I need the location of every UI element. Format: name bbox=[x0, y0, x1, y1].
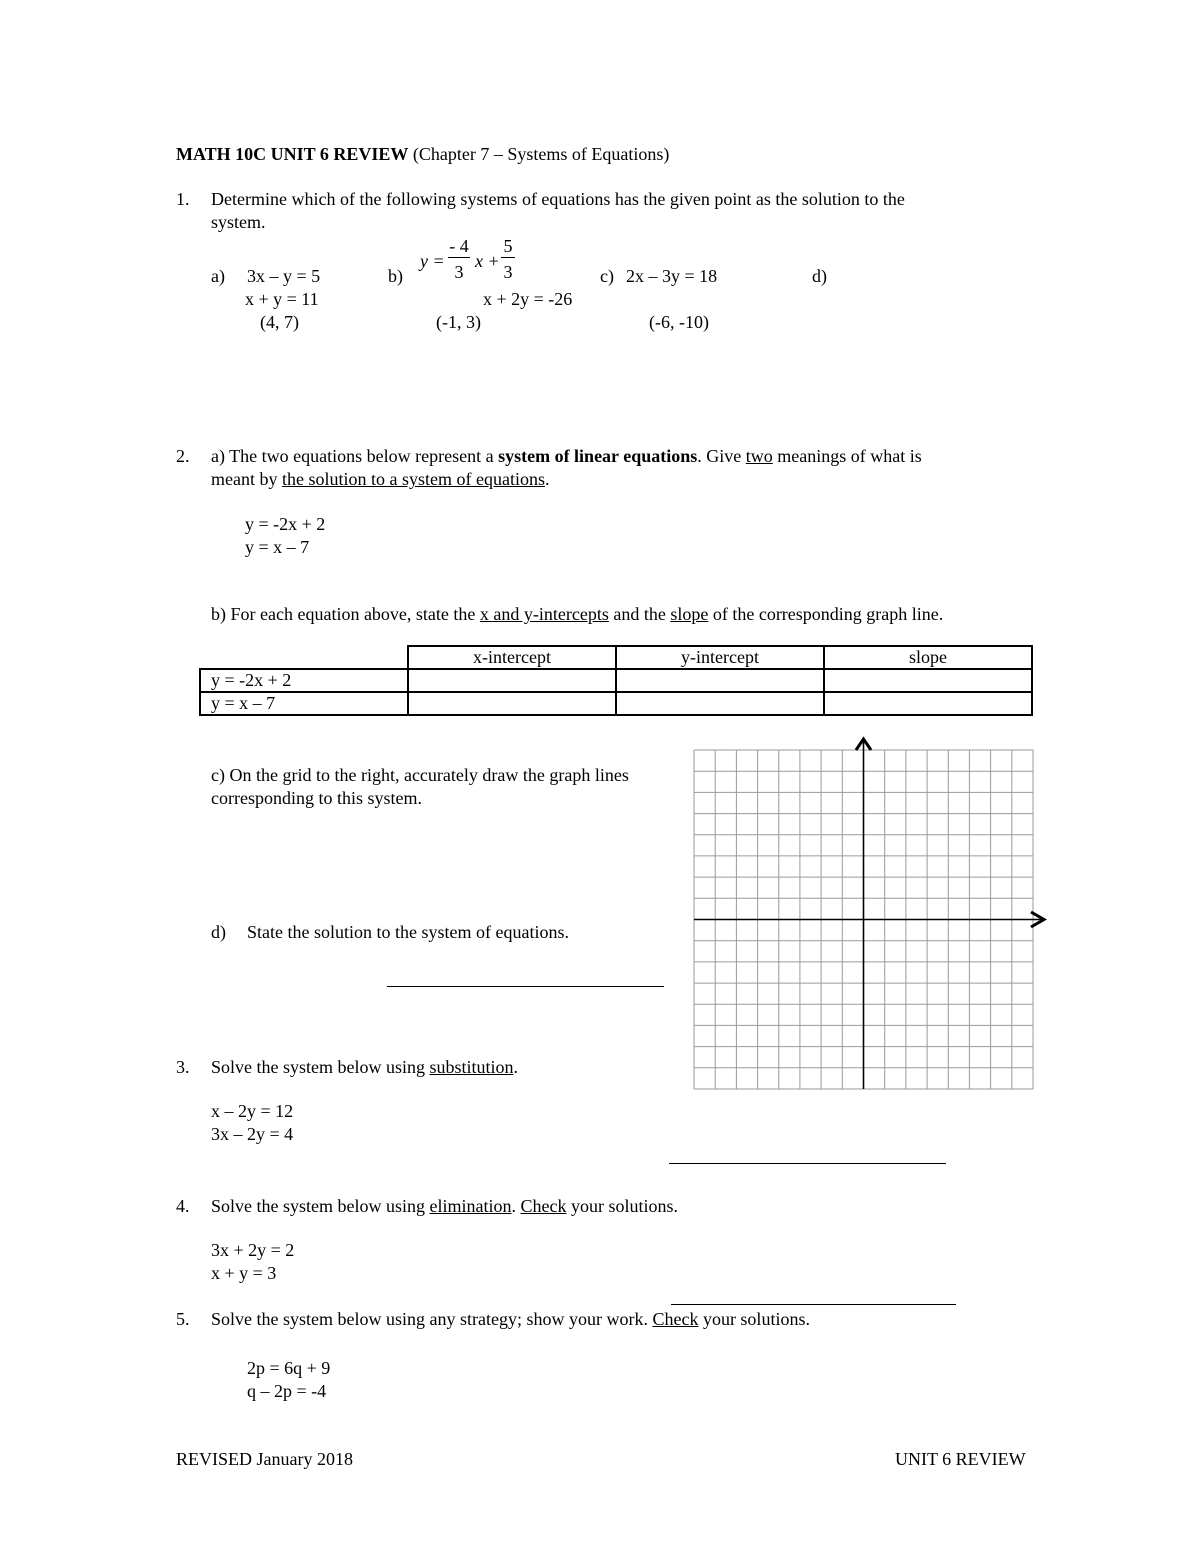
q1-b-num2: 5 bbox=[503, 236, 513, 256]
q2-b-u1: x and y-intercepts bbox=[479, 604, 609, 624]
q2-b-post: of the corresponding graph line. bbox=[712, 604, 944, 624]
q5-number: 5. bbox=[176, 1309, 190, 1329]
q1-b-x: x + bbox=[475, 251, 500, 271]
footer-right: UNIT 6 REVIEW bbox=[895, 1449, 1026, 1469]
q5-post: your solutions. bbox=[702, 1309, 810, 1329]
q1-text-line2: system. bbox=[211, 212, 266, 232]
q2-b-pre: b) For each equation above, state the bbox=[211, 604, 476, 624]
q5-pre: Solve the system below using any strategy; show your work. bbox=[211, 1309, 648, 1329]
title-bold: MATH 10C UNIT 6 REVIEW bbox=[176, 144, 409, 164]
q4-pre: Solve the system below using bbox=[211, 1196, 425, 1216]
q1-a-label: a) bbox=[211, 266, 225, 286]
q1-a-point: (4, 7) bbox=[260, 312, 299, 332]
table-row-label: y = -2x + 2 bbox=[200, 669, 408, 692]
q3-number: 3. bbox=[176, 1057, 190, 1077]
q4-eq2: x + y = 3 bbox=[211, 1263, 277, 1283]
q2-a-line2-pre: meant by bbox=[211, 469, 278, 489]
q1-b-num1: - 4 bbox=[449, 236, 469, 256]
q2-number: 2. bbox=[176, 446, 190, 466]
q3-answer-line[interactable] bbox=[669, 1163, 946, 1164]
q4-u1: elimination bbox=[429, 1196, 512, 1216]
q1-b-fracbar2 bbox=[501, 257, 515, 258]
q2-a-two: two bbox=[745, 446, 773, 466]
table-cell[interactable] bbox=[824, 692, 1032, 715]
q1-number: 1. bbox=[176, 189, 190, 209]
q4-eq1: 3x + 2y = 2 bbox=[211, 1240, 295, 1260]
q1-b-fracbar1 bbox=[448, 257, 470, 258]
q1-b-label: b) bbox=[388, 266, 403, 286]
page-title bbox=[176, 143, 669, 165]
q1-c-point: (-6, -10) bbox=[649, 312, 709, 332]
table-cell[interactable] bbox=[824, 669, 1032, 692]
q5-eq1: 2p = 6q + 9 bbox=[247, 1358, 331, 1378]
q2-eq1: y = -2x + 2 bbox=[245, 514, 326, 534]
table-header-slope: slope bbox=[824, 646, 1032, 669]
q2-b-u2: slope bbox=[670, 604, 709, 624]
q5-eq2: q – 2p = -4 bbox=[247, 1381, 327, 1401]
q1-a-eq1: 3x – y = 5 bbox=[247, 266, 321, 286]
q4-post: your solutions. bbox=[570, 1196, 678, 1216]
intercepts-table bbox=[199, 645, 1033, 716]
q2-a-post: meanings of what is bbox=[777, 446, 922, 466]
q2-a-line2 bbox=[211, 468, 549, 490]
table-cell[interactable] bbox=[408, 669, 616, 692]
table-row bbox=[200, 669, 1032, 692]
q2-b-line bbox=[211, 603, 943, 625]
q2-a-line1 bbox=[211, 445, 922, 467]
q2-c-line2: corresponding to this system. bbox=[211, 788, 422, 808]
q1-c-eq1: 2x – 3y = 18 bbox=[626, 266, 718, 286]
q2-d-text: State the solution to the system of equations. bbox=[247, 922, 569, 942]
q1-b-y: y = bbox=[420, 251, 445, 271]
q1-text-line1: Determine which of the following systems of equations has the given point as the solution to the bbox=[211, 189, 905, 209]
q2-d-label: d) bbox=[211, 922, 226, 942]
q1-b-den1: 3 bbox=[454, 262, 464, 282]
q3-eq1: x – 2y = 12 bbox=[211, 1101, 294, 1121]
q2-a-line2-u: the solution to a system of equations bbox=[281, 469, 545, 489]
q2-c-line1: c) On the grid to the right, accurately draw the graph lines bbox=[211, 765, 629, 785]
coordinate-grid[interactable] bbox=[686, 730, 1056, 1100]
q4-number: 4. bbox=[176, 1196, 190, 1216]
title-rest: (Chapter 7 – Systems of Equations) bbox=[412, 144, 670, 164]
table-header-row bbox=[200, 646, 1032, 669]
q1-b-eq2: x + 2y = -26 bbox=[483, 289, 573, 309]
table-header-y-intercept: y-intercept bbox=[616, 646, 824, 669]
q1-c-label: c) bbox=[600, 266, 614, 286]
q4-line bbox=[211, 1195, 678, 1217]
q5-u: Check bbox=[652, 1309, 699, 1329]
q3-post: . bbox=[513, 1057, 519, 1077]
q4-mid: . bbox=[511, 1196, 516, 1216]
q1-d-label: d) bbox=[812, 266, 827, 286]
q1-b-den2: 3 bbox=[503, 262, 513, 282]
q2-a-bold: system of linear equations bbox=[498, 446, 698, 466]
q1-b-point: (-1, 3) bbox=[436, 312, 481, 332]
q3-line bbox=[211, 1056, 518, 1078]
q2-a-pre: a) The two equations below represent a bbox=[211, 446, 494, 466]
q2-eq2: y = x – 7 bbox=[245, 537, 310, 557]
footer-left: REVISED January 2018 bbox=[176, 1449, 353, 1469]
table-cell[interactable] bbox=[616, 669, 824, 692]
table-row bbox=[200, 692, 1032, 715]
table-row-label: y = x – 7 bbox=[200, 692, 408, 715]
q2-a-mid: . Give bbox=[697, 446, 742, 466]
q3-eq2: 3x – 2y = 4 bbox=[211, 1124, 294, 1144]
q4-answer-line[interactable] bbox=[671, 1304, 956, 1305]
table-header-blank bbox=[200, 646, 408, 669]
q5-line bbox=[211, 1308, 810, 1330]
q2-answer-line[interactable] bbox=[387, 986, 664, 987]
table-header-x-intercept: x-intercept bbox=[408, 646, 616, 669]
q4-u2: Check bbox=[520, 1196, 567, 1216]
q3-u: substitution bbox=[429, 1057, 514, 1077]
table-cell[interactable] bbox=[616, 692, 824, 715]
table-cell[interactable] bbox=[408, 692, 616, 715]
q2-a-line2-post: . bbox=[544, 469, 550, 489]
q3-pre: Solve the system below using bbox=[211, 1057, 425, 1077]
q1-a-eq2: x + y = 11 bbox=[245, 289, 319, 309]
q2-b-mid: and the bbox=[613, 604, 666, 624]
